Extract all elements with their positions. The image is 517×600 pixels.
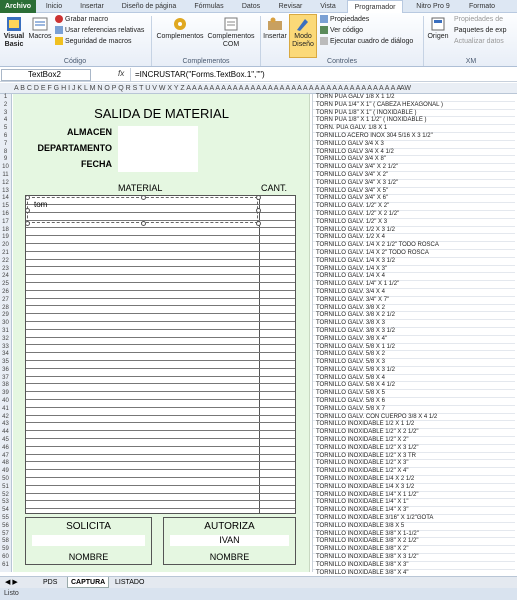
resize-handle[interactable] xyxy=(25,208,30,213)
row-header[interactable]: 33 xyxy=(2,343,9,350)
macros-icon xyxy=(31,15,49,33)
row-header[interactable]: 53 xyxy=(2,499,9,506)
list-item[interactable]: TORN PUA GALV 1/8 X 1 1/2 xyxy=(313,94,515,102)
list-item[interactable]: TORNILLO GALV. 3/8 X 2 xyxy=(313,305,515,313)
list-item[interactable]: TORNILLO GALV. 3/4" X 7" xyxy=(313,297,515,305)
autoriza-label: AUTORIZA xyxy=(204,521,255,532)
list-item[interactable]: TORNILLO GALV. 5/8 X 1 1/2 xyxy=(313,344,515,352)
fx-icon[interactable]: fx xyxy=(118,69,125,78)
ribbon-tab-8[interactable]: Programador xyxy=(347,0,403,14)
row-header[interactable]: 11 xyxy=(2,171,9,178)
addins-button[interactable]: Complementos xyxy=(155,15,205,41)
refresh-data-button[interactable]: Actualizar datos xyxy=(454,38,504,45)
list-item[interactable]: TORNILLO INOXIDABLE 1/4" X 1 1/2" xyxy=(313,492,515,500)
list-item[interactable]: TORNILLO INOXIDABLE 1/4" X 3" xyxy=(313,507,515,515)
list-item[interactable]: TORNILLO GALV. 1/4 X 4 xyxy=(313,273,515,281)
ribbon-tab-3[interactable]: Diseño de página xyxy=(121,3,177,10)
resize-handle[interactable] xyxy=(256,195,261,200)
material-header: MATERIAL xyxy=(118,183,163,193)
resize-handle[interactable] xyxy=(256,221,261,226)
table-row-line xyxy=(26,243,295,244)
table-row-line xyxy=(26,329,295,330)
row-header[interactable]: 15 xyxy=(2,203,9,210)
table-row-line xyxy=(26,352,295,353)
row-header[interactable]: 19 xyxy=(2,234,9,241)
list-item[interactable]: TORNILLO INOXIDABLE 3/8" X 3 1/2" xyxy=(313,554,515,562)
list-item[interactable]: TORN PUA 1/4" X 1" ( CABEZA HEXAGONAL ) xyxy=(313,102,515,110)
row-header[interactable]: 52 xyxy=(2,491,9,498)
list-item[interactable]: TORNILLO GALV. 5/8 X 5 xyxy=(313,390,515,398)
row-header[interactable]: 3 xyxy=(3,109,8,116)
row-header[interactable]: 47 xyxy=(2,452,9,459)
list-item[interactable]: TORN PUA 1/8" X 1 1/2" ( INOXIDABLE ) xyxy=(313,117,515,125)
list-item[interactable]: TORNILLO INOXIDABLE 3/16" X 1/2"GOTA xyxy=(313,515,515,523)
list-item[interactable]: TORNILLO GALV. 1/4 X 3" xyxy=(313,266,515,274)
nombre-label: NOMBRE xyxy=(209,552,250,562)
row-header[interactable]: 23 xyxy=(2,265,9,272)
list-item[interactable]: TORNILLO GALV 3/4" X 2" xyxy=(313,172,515,180)
table-row-line xyxy=(26,399,295,400)
insert-control-button[interactable]: Insertar xyxy=(262,15,288,41)
list-item[interactable]: TORNILLO GALV. 1/4" X 1 1/2" xyxy=(313,281,515,289)
list-item[interactable]: TORN PUA 1/8" X 1" ( INOXIDABLE ) xyxy=(313,110,515,118)
table-row-line xyxy=(26,313,295,314)
com-addins-icon xyxy=(222,15,240,33)
table-row-line xyxy=(26,383,295,384)
row-header[interactable]: 17 xyxy=(2,218,9,225)
record-icon xyxy=(55,15,63,23)
run-dialog-button[interactable]: Ejecutar cuadro de diálogo xyxy=(320,37,413,47)
row-header[interactable]: 56 xyxy=(2,522,9,529)
table-row-line xyxy=(26,508,295,509)
solicita-label: SOLICITA xyxy=(66,521,111,532)
formula-bar xyxy=(0,68,517,82)
list-item[interactable]: TORNILLO INOXIDABLE 1/2" X 4" xyxy=(313,468,515,476)
list-item[interactable]: TORNILLO INOXIDABLE 3/8" X 4" xyxy=(313,570,515,578)
list-item[interactable]: TORNILLO GALV. 1/2" X 3 xyxy=(313,219,515,227)
row-header[interactable]: 20 xyxy=(2,242,9,249)
list-item[interactable]: TORNILLO INOXIDABLE 3/8" X 3" xyxy=(313,562,515,570)
row-header[interactable]: 38 xyxy=(2,382,9,389)
list-item[interactable]: TORNILLO GALV. 3/8 X 3 1/2 xyxy=(313,328,515,336)
row-header[interactable]: 9 xyxy=(3,156,8,163)
macros-button[interactable]: Macros xyxy=(28,15,52,41)
solicita-name-field[interactable] xyxy=(32,535,145,546)
row-header[interactable]: 40 xyxy=(2,398,9,405)
ribbon-tab-7[interactable]: Vista xyxy=(320,3,336,10)
list-item[interactable]: TORNILLO GALV. 5/8 X 6 xyxy=(313,398,515,406)
table-row-line xyxy=(26,485,295,486)
row-header[interactable]: 26 xyxy=(2,288,9,295)
separator xyxy=(260,16,261,66)
list-item[interactable]: TORNILLO INOXIDABLE 3/8" X 1-1/2" xyxy=(313,531,515,539)
group-label-controls: Controles xyxy=(327,58,357,65)
departamento-label: DEPARTAMENTO xyxy=(37,143,112,153)
row-header[interactable]: 32 xyxy=(2,335,9,342)
list-item[interactable]: TORNILLO GALV. 5/8 X 3 1/2 xyxy=(313,367,515,375)
solicita-box xyxy=(25,517,152,565)
table-row-line xyxy=(26,282,295,283)
row-header[interactable]: 22 xyxy=(2,257,9,264)
list-item[interactable]: TORNILLO INOXIDABLE 1/2" X 3" xyxy=(313,460,515,468)
row-header[interactable]: 46 xyxy=(2,444,9,451)
row-header[interactable]: 42 xyxy=(2,413,9,420)
name-box[interactable]: TextBox2 xyxy=(1,69,91,81)
list-item[interactable]: TORNILLO GALV. 3/8 X 4" xyxy=(313,336,515,344)
header-input-box[interactable] xyxy=(118,126,198,172)
row-header[interactable]: 31 xyxy=(2,327,9,334)
table-row-line xyxy=(26,391,295,392)
table-row-line xyxy=(26,321,295,322)
list-item[interactable]: TORNILLO GALV. 3/8 X 3 xyxy=(313,320,515,328)
row-header[interactable]: 58 xyxy=(2,538,9,545)
almacen-label: ALMACEN xyxy=(67,127,112,137)
table-row-line xyxy=(26,446,295,447)
row-header[interactable]: 44 xyxy=(2,429,9,436)
material-form xyxy=(13,94,310,572)
row-header[interactable]: 21 xyxy=(2,249,9,256)
ribbon-tab-2[interactable]: Insertar xyxy=(80,3,104,10)
expansion-packs-button[interactable]: Paquetes de exp xyxy=(454,27,507,34)
sheet-tab-bar xyxy=(0,576,517,588)
row-header[interactable]: 49 xyxy=(2,468,9,475)
ribbon-tab-9[interactable]: Nitro Pro 9 xyxy=(416,3,450,10)
row-header[interactable]: 55 xyxy=(2,515,9,522)
record-macro-button[interactable]: Grabar macro xyxy=(55,15,108,25)
visual-basic-icon xyxy=(5,15,23,33)
com-addins-button[interactable]: Complementos COM xyxy=(205,15,257,49)
row-header[interactable]: 54 xyxy=(2,507,9,514)
row-header[interactable]: 4 xyxy=(3,117,8,124)
list-item[interactable]: TORNILLO GALV. 1/4 X 3 1/2 xyxy=(313,258,515,266)
table-row-line xyxy=(26,266,295,267)
table-row-line xyxy=(26,376,295,377)
textbox-value: tom xyxy=(34,200,48,209)
resize-handle[interactable] xyxy=(141,195,146,200)
grid-icon xyxy=(55,26,63,34)
ribbon-tab-4[interactable]: Fórmulas xyxy=(194,3,224,10)
group-label-xml: XM xyxy=(465,58,477,65)
column-headers: A B C D E F G H I J K L M N O P Q R S T U V W X Y Z A A A A A A A A A A A A A A A A A A A A A A A A A A A A A A A A A A A A A AW xyxy=(0,83,517,94)
dialog-icon xyxy=(320,37,328,45)
list-item[interactable]: TORNILLO INOXIDABLE 3/8 X 5 xyxy=(313,523,515,531)
list-item[interactable]: TORNILLO ACERO INOX 304 5/16 X 3 1/2" xyxy=(313,133,515,141)
row-header[interactable]: 50 xyxy=(2,476,9,483)
row-header[interactable]: 34 xyxy=(2,351,9,358)
map-properties-button[interactable]: Propiedades de xyxy=(454,16,504,23)
row-header[interactable]: 16 xyxy=(2,210,9,217)
table-row-line xyxy=(26,337,295,338)
code-icon xyxy=(320,26,328,34)
row-header[interactable]: 37 xyxy=(2,374,9,381)
row-header[interactable]: 28 xyxy=(2,304,9,311)
list-item[interactable]: TORNILLO INOXIDABLE 3/8" X 2 1/2" xyxy=(313,538,515,546)
list-item[interactable]: TORNILLO INOXIDABLE 1/4" X 1" xyxy=(313,499,515,507)
view-code-button[interactable]: Ver código xyxy=(320,26,363,36)
row-header[interactable]: 35 xyxy=(2,359,9,366)
list-item[interactable]: TORNILLO GALV. 1/2 X 4 xyxy=(313,234,515,242)
resize-handle[interactable] xyxy=(25,221,30,226)
table-row-line xyxy=(26,415,295,416)
row-header[interactable]: 6 xyxy=(3,132,8,139)
row-header[interactable]: 24 xyxy=(2,273,9,280)
resize-handle[interactable] xyxy=(141,221,146,226)
group-label-code: Código xyxy=(63,58,87,65)
materials-list-column xyxy=(312,94,515,576)
table-row-line xyxy=(26,259,295,260)
list-item[interactable]: TORNILLO GALV. 1/4 X 2 1/2" TODO ROSCA xyxy=(313,242,515,250)
ribbon-tab-0[interactable]: Archivo xyxy=(0,0,36,13)
row-header[interactable]: 45 xyxy=(2,437,9,444)
list-item[interactable]: TORNILLO GALV. CON CUERPO 3/8 X 4 1/2 xyxy=(313,414,515,422)
table-row-line xyxy=(26,344,295,345)
list-item[interactable]: TORNILLO GALV. 1/4 X 2" TODO ROSCA xyxy=(313,250,515,258)
row-header[interactable]: 5 xyxy=(3,125,8,132)
column-header-aw[interactable]: AW xyxy=(400,85,412,92)
row-header[interactable]: 7 xyxy=(3,140,8,147)
table-row-line xyxy=(26,298,295,299)
list-item[interactable]: TORNILLO GALV 3/4" X 2 1/2" xyxy=(313,164,515,172)
row-header[interactable]: 27 xyxy=(2,296,9,303)
ribbon-tab-6[interactable]: Revisar xyxy=(278,3,303,10)
source-icon xyxy=(429,15,447,33)
list-item[interactable]: TORNILLO GALV. 1/2" X 2 1/2" xyxy=(313,211,515,219)
list-item[interactable]: TORNILLO GALV. 5/8 X 3 xyxy=(313,359,515,367)
list-item[interactable]: TORN. PUA GALV. 1/8 X 1 xyxy=(313,125,515,133)
sheet-tab-pds[interactable]: PDS xyxy=(43,579,58,586)
row-header[interactable]: 2 xyxy=(3,101,8,108)
list-item[interactable]: TORNILLO INOXIDABLE 1/4 X 3 1/2 xyxy=(313,484,515,492)
list-item[interactable]: TORNILLO GALV. 5/8 X 4 xyxy=(313,375,515,383)
row-header[interactable]: 12 xyxy=(2,179,9,186)
list-item[interactable]: TORNILLO INOXIDABLE 1/2" X 2 1/2" xyxy=(313,429,515,437)
visual-basic-button[interactable]: Visual Basic xyxy=(2,15,26,49)
list-item[interactable]: TORNILLO GALV 3/4 X 8" xyxy=(313,156,515,164)
resize-handle[interactable] xyxy=(25,195,30,200)
warning-icon xyxy=(55,37,63,45)
table-row-line xyxy=(26,430,295,431)
fecha-label: FECHA xyxy=(81,159,112,169)
list-item[interactable]: TORNILLO INOXIDABLE 1/2" X 2" xyxy=(313,437,515,445)
nombre-label: NOMBRE xyxy=(68,552,109,562)
ribbon-tab-1[interactable]: Inicio xyxy=(45,3,63,10)
row-header[interactable]: 30 xyxy=(2,320,9,327)
autoriza-box xyxy=(163,517,296,565)
row-header[interactable]: 48 xyxy=(2,460,9,467)
table-row-line xyxy=(26,438,295,439)
row-header[interactable]: 39 xyxy=(2,390,9,397)
list-item[interactable]: TORNILLO GALV 3/4" X 6" xyxy=(313,195,515,203)
source-button[interactable]: Origen xyxy=(425,15,451,41)
row-header[interactable]: 14 xyxy=(2,195,9,202)
table-row-line xyxy=(26,477,295,478)
list-item[interactable]: TORNILLO INOXIDABLE 1/2" X 3 TR xyxy=(313,453,515,461)
ribbon-tab-10[interactable]: Formato xyxy=(468,3,496,10)
list-item[interactable]: TORNILLO GALV. 1/2 X 3 1/2 xyxy=(313,227,515,235)
table-row-line xyxy=(26,305,295,306)
ribbon-tab-5[interactable]: Datos xyxy=(241,3,261,10)
table-row-line xyxy=(26,251,295,252)
row-header[interactable]: 61 xyxy=(2,561,9,568)
table-row-line xyxy=(26,290,295,291)
autoriza-name-field[interactable]: IVAN xyxy=(170,535,289,546)
ribbon xyxy=(0,13,517,67)
design-mode-button[interactable]: Modo Diseño xyxy=(289,14,317,58)
status-bar: Listo xyxy=(0,588,517,600)
row-header[interactable]: 41 xyxy=(2,405,9,412)
list-item[interactable]: TORNILLO INOXIDABLE 1/2 X 1 1/2 xyxy=(313,421,515,429)
row-header[interactable]: 43 xyxy=(2,421,9,428)
group-label-addins: Complementos xyxy=(182,58,230,65)
table-row-line xyxy=(26,461,295,462)
addins-icon xyxy=(171,15,189,33)
table-row-line xyxy=(26,454,295,455)
table-row-line xyxy=(26,227,295,228)
list-item[interactable]: TORNILLO INOXIDABLE 3/8" X 2" xyxy=(313,546,515,554)
form-title: SALIDA DE MATERIAL xyxy=(94,106,229,121)
list-item[interactable]: TORNILLO GALV. 5/8 X 7 xyxy=(313,406,515,414)
list-item[interactable]: TORNILLO GALV 3/4 X 3 xyxy=(313,141,515,149)
textbox-control[interactable] xyxy=(27,197,258,223)
row-header[interactable]: 10 xyxy=(2,164,9,171)
properties-icon xyxy=(320,15,328,23)
design-mode-icon xyxy=(294,15,312,33)
table-row-line xyxy=(26,500,295,501)
formula-input[interactable]: =INCRUSTAR("Forms.TextBox.1","") xyxy=(130,68,517,82)
table-row-line xyxy=(26,407,295,408)
row-header[interactable]: 18 xyxy=(2,226,9,233)
toolbox-icon xyxy=(266,15,284,33)
list-item[interactable]: TORNILLO INOXIDABLE 1/2" X 3 1/2" xyxy=(313,445,515,453)
table-row-line xyxy=(26,235,295,236)
resize-handle[interactable] xyxy=(256,208,261,213)
list-item[interactable]: TORNILLO GALV. 3/4 X 4 xyxy=(313,289,515,297)
table-row-line xyxy=(26,274,295,275)
list-item[interactable]: TORNILLO GALV 3/4 X 4 1/2 xyxy=(313,149,515,157)
separator xyxy=(423,16,424,66)
list-item[interactable]: TORNILLO GALV. 5/8 X 2 xyxy=(313,351,515,359)
list-item[interactable]: TORNILLO GALV 3/4" X 5" xyxy=(313,188,515,196)
table-row-line xyxy=(26,422,295,423)
relative-refs-button[interactable]: Usar referencias relativas xyxy=(55,26,144,36)
row-headers xyxy=(0,94,12,572)
list-item[interactable]: TORNILLO GALV 3/4" X 3 1/2" xyxy=(313,180,515,188)
row-header[interactable]: 25 xyxy=(2,281,9,288)
row-header[interactable]: 13 xyxy=(2,187,9,194)
row-header[interactable]: 1 xyxy=(3,94,8,100)
table-row-line xyxy=(26,493,295,494)
table-row-line xyxy=(26,469,295,470)
row-header[interactable]: 29 xyxy=(2,312,9,319)
list-item[interactable]: TORNILLO INOXIDABLE 1/4 X 2 1/2 xyxy=(313,476,515,484)
list-item[interactable]: TORNILLO GALV. 1/2" X 2" xyxy=(313,203,515,211)
row-header[interactable]: 36 xyxy=(2,366,9,373)
material-table xyxy=(25,195,296,514)
sheet-tab-captura[interactable]: CAPTURA xyxy=(67,577,109,588)
sheet-tab-listado[interactable]: LISTADO xyxy=(115,579,145,586)
table-row-line xyxy=(26,368,295,369)
sheet-nav-arrows[interactable]: ◀ ▶ xyxy=(5,579,18,586)
row-header[interactable]: 57 xyxy=(2,530,9,537)
macro-security-button[interactable]: Seguridad de macros xyxy=(55,37,132,47)
properties-button[interactable]: Propiedades xyxy=(320,15,369,25)
table-row-line xyxy=(26,360,295,361)
row-header[interactable]: 60 xyxy=(2,554,9,561)
list-item[interactable]: TORNILLO GALV. 3/8 X 2 1/2 xyxy=(313,312,515,320)
row-header[interactable]: 59 xyxy=(2,546,9,553)
row-header[interactable]: 8 xyxy=(3,148,8,155)
row-header[interactable]: 51 xyxy=(2,483,9,490)
ribbon-tab-bar xyxy=(0,0,517,13)
cant-header: CANT. xyxy=(261,183,288,193)
list-item[interactable]: TORNILLO GALV. 5/8 X 4 1/2 xyxy=(313,382,515,390)
